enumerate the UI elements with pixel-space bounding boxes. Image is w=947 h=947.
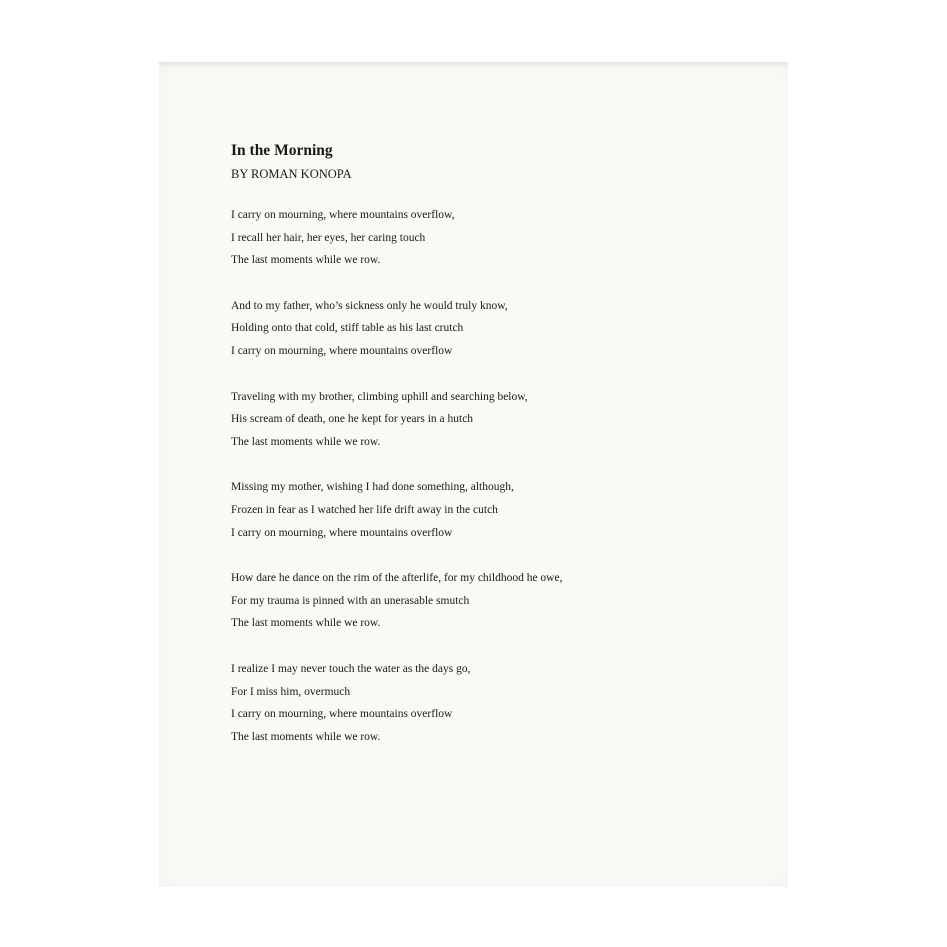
poem-line: The last moments while we row. [231,254,381,267]
poem-line: For I miss him, overmuch [231,685,351,698]
poem-line: I carry on mourning, where mountains overflow [231,526,453,539]
poem-line: How dare he dance on the rim of the afterlife, for my childhood he owe, [231,572,563,585]
poem-line: Frozen in fear as I watched her life drift away in the cutch [231,503,498,516]
poem-line: Missing my mother, wishing I had done something, although, [231,481,514,494]
poem-line: I carry on mourning, where mountains overflow, [231,209,455,221]
poem-stanzas [231,204,751,748]
poem-line: Holding onto that cold, stiff table as his last crutch [231,322,464,335]
poem-line: I carry on mourning, where mountains overflow [231,708,453,721]
stanza-6 [231,658,751,748]
stanza-4 [231,476,751,544]
poem-line: For my trauma is pinned with an unerasable smutch [231,594,470,607]
poem-line: I carry on mourning, where mountains overflow [231,344,453,357]
stanza-3 [231,386,751,454]
poem-line: The last moments while we row. [231,730,381,743]
poem-line: The last moments while we row. [231,617,381,630]
poem-line: The last moments while we row. [231,435,381,448]
poem [231,140,751,771]
paper-sheet [159,62,788,887]
stanza-5 [231,567,751,635]
stanza-2 [231,295,751,363]
poem-line: His scream of death, one he kept for years in a hutch [231,413,474,426]
poem-line: And to my father, who’s sickness only he would truly know, [231,299,508,312]
poem-line: I realize I may never touch the water as the days go, [231,662,471,675]
poem-title: In the Morning [231,142,333,159]
paper-top-edge [159,62,788,68]
poem-byline: BY ROMAN KONOPA [231,167,352,181]
poem-line: I recall her hair, her eyes, her caring touch [231,231,426,244]
poem-line: Traveling with my brother, climbing uphill and searching below, [231,390,528,403]
stanza-1 [231,204,751,272]
